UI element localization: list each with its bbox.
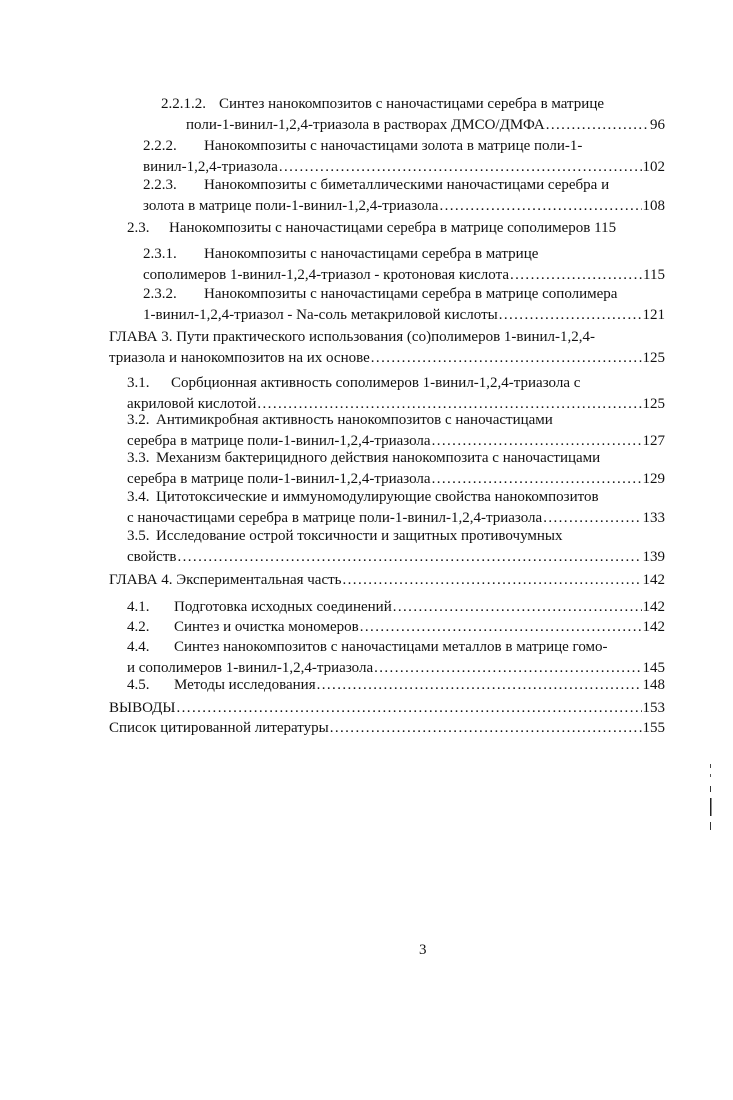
entry-page: 148	[642, 677, 665, 693]
entry-page: 155	[642, 720, 665, 736]
entry-title-cont: 1-винил-1,2,4-триазол - Na-соль метакриловой кислоты	[143, 307, 498, 323]
entry-title: Методы исследования	[174, 677, 316, 693]
entry-page: 142	[642, 572, 665, 588]
entry-page: 125	[642, 396, 665, 412]
entry-number: 2.3.	[127, 220, 150, 236]
entry-title-cont: сополимеров 1-винил-1,2,4-триазол - кротоновая кислота	[143, 267, 509, 283]
leader-dots	[360, 617, 642, 638]
entry-number: 3.4.	[127, 489, 150, 505]
entry-title: ГЛАВА 4. Экспериментальная часть	[109, 572, 342, 588]
entry-title-cont: триазола и нанокомпозитов на их основе	[109, 350, 370, 366]
entry-page: 145	[642, 660, 665, 676]
toc-entry-4-2	[127, 617, 665, 638]
entry-title-cont: акриловой кислотой	[127, 396, 257, 412]
toc-references	[109, 718, 665, 739]
leader-dots	[439, 196, 641, 217]
entry-number: 4.1.	[127, 599, 150, 615]
toc-entry-2-3-2	[143, 284, 665, 326]
entry-number: 4.5.	[127, 677, 150, 693]
toc-entry-2-2-3	[143, 175, 665, 217]
leader-dots	[371, 348, 642, 369]
entry-title: Нанокомпозиты с наночастицами серебра в матрице сополимеров	[169, 220, 591, 236]
toc-entry-4-1	[127, 597, 665, 618]
entry-number: 3.2.	[127, 412, 150, 428]
entry-page: 142	[642, 619, 665, 635]
leader-dots	[393, 597, 642, 618]
toc-entry-2-3	[127, 218, 665, 239]
entry-title-cont: свойств	[127, 549, 177, 565]
entry-title: Антимикробная активность нанокомпозитов с наночастицами	[156, 412, 553, 428]
entry-title: Синтез нанокомпозитов с наночастицами серебра в матрице	[219, 96, 605, 112]
entry-number: 3.3.	[127, 450, 150, 466]
entry-title: Нанокомпозиты с наночастицами золота в матрице поли-1-	[204, 138, 583, 154]
entry-page: 115	[594, 220, 617, 236]
entry-title-cont: поли-1-винил-1,2,4-триазола в растворах ДМСО/ДМФА	[186, 117, 545, 133]
toc-chapter-4	[109, 570, 665, 591]
toc-entry-4-5	[127, 675, 665, 696]
leader-dots	[330, 718, 642, 739]
entry-page: 125	[642, 350, 665, 366]
entry-number: 2.2.1.2.	[161, 96, 206, 112]
entry-title-cont: винил-1,2,4-триазола	[143, 159, 278, 175]
entry-title: Нанокомпозиты с наночастицами серебра в матрице сополимера	[204, 286, 618, 302]
leader-dots	[343, 570, 642, 591]
entry-number: 3.1.	[127, 375, 150, 391]
entry-number: 2.3.1.	[143, 246, 177, 262]
entry-page: 142	[642, 599, 665, 615]
toc-chapter-3	[109, 327, 665, 369]
toc-entry-3-3	[127, 448, 665, 490]
entry-title: Сорбционная активность сополимеров 1-винил-1,2,4-триазола с	[171, 375, 581, 391]
toc-entry-2-2-2	[143, 136, 665, 178]
entry-title: Подготовка исходных соединений	[174, 599, 392, 615]
leader-dots	[510, 265, 642, 286]
entry-title: ВЫВОДЫ	[109, 700, 176, 716]
leader-dots	[317, 675, 642, 696]
entry-number: 2.2.2.	[143, 138, 177, 154]
entry-title: ГЛАВА 3. Пути практического использования (со)полимеров 1-винил-1,2,4-	[109, 329, 596, 345]
page-number: 3	[419, 942, 427, 958]
entry-page: 115	[643, 267, 665, 283]
entry-page: 153	[642, 700, 665, 716]
toc-entry-3-1	[127, 373, 665, 415]
scan-mark	[709, 764, 712, 834]
entry-title: Механизм бактерицидного действия нанокомпозита с наночастицами	[156, 450, 601, 466]
entry-page: 127	[642, 433, 665, 449]
entry-page: 96	[650, 117, 665, 133]
toc-conclusions	[109, 698, 665, 719]
toc-entry-3-5	[127, 526, 665, 568]
leader-dots	[499, 305, 642, 326]
entry-number: 3.5.	[127, 528, 150, 544]
entry-title: Цитотоксические и иммуномодулирующие свойства нанокомпозитов	[156, 489, 599, 505]
entry-page: 108	[642, 198, 665, 214]
leader-dots	[177, 547, 641, 568]
entry-title: Синтез нанокомпозитов с наночастицами металлов в матрице гомо-	[174, 639, 608, 655]
entry-title: Нанокомпозиты с наночастицами серебра в матрице	[204, 246, 539, 262]
leader-dots	[546, 115, 649, 136]
entry-title: Синтез и очистка мономеров	[174, 619, 359, 635]
toc-entry-2-2-1-2	[161, 94, 665, 136]
entry-title-cont: и сополимеров 1-винил-1,2,4-триазола	[127, 660, 374, 676]
entry-page: 102	[642, 159, 665, 175]
entry-number: 2.2.3.	[143, 177, 177, 193]
leader-dots	[177, 698, 642, 719]
entry-page: 133	[642, 510, 665, 526]
toc-entry-3-4	[127, 487, 665, 529]
entry-number: 4.2.	[127, 619, 150, 635]
entry-number: 4.4.	[127, 639, 150, 655]
entry-page: 139	[642, 549, 665, 565]
entry-page: 121	[642, 307, 665, 323]
entry-title-cont: серебра в матрице поли-1-винил-1,2,4-триазола	[127, 471, 431, 487]
toc-entry-2-3-1	[143, 244, 665, 286]
entry-title: Нанокомпозиты с биметаллическими наночастицами серебра и	[204, 177, 610, 193]
entry-title-cont: золота в матрице поли-1-винил-1,2,4-триазола	[143, 198, 439, 214]
entry-number: 2.3.2.	[143, 286, 177, 302]
toc-entry-4-4	[127, 637, 665, 679]
entry-title-cont: серебра в матрице поли-1-винил-1,2,4-триазола	[127, 433, 431, 449]
entry-title: Исследование острой токсичности и защитных противочумных	[156, 528, 563, 544]
toc-entry-3-2	[127, 410, 665, 452]
entry-page: 129	[642, 471, 665, 487]
entry-title: Список цитированной литературы	[109, 720, 329, 736]
entry-title-cont: с наночастицами серебра в матрице поли-1-винил-1,2,4-триазола	[127, 510, 543, 526]
